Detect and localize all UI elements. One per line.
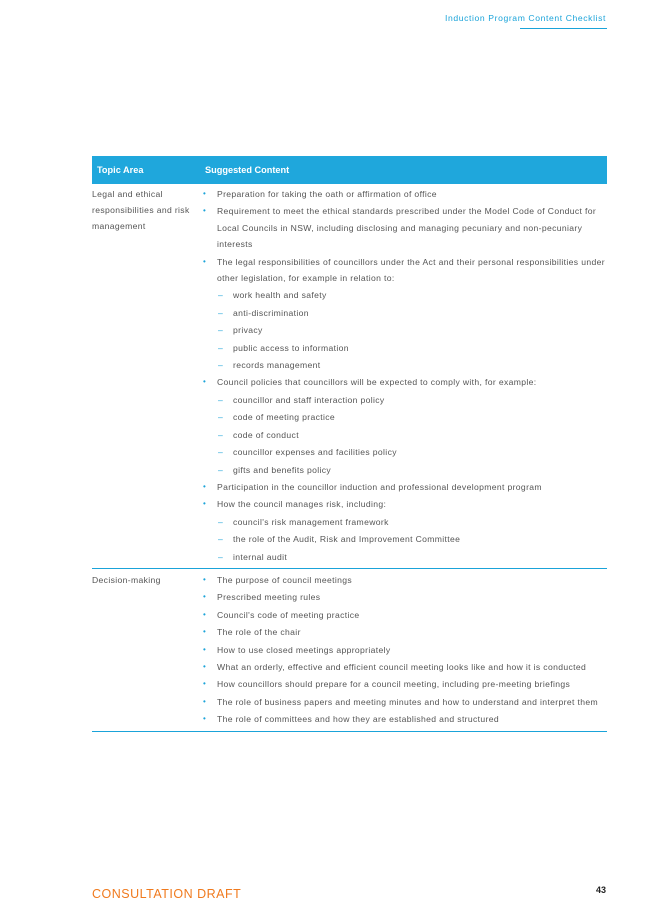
page-number: 43 — [595, 885, 606, 895]
dash-icon: – — [218, 464, 224, 475]
list-item — [202, 676, 607, 692]
dash-icon: – — [218, 412, 224, 423]
sub-list-item — [202, 444, 607, 460]
sub-list-item-text: privacy — [233, 325, 263, 336]
sub-list-item-text: the role of the Audit, Risk and Improvement Committee — [233, 534, 461, 545]
list-item — [202, 589, 607, 605]
sub-list-item-text: council's risk management framework — [233, 516, 389, 527]
bullet-icon: • — [203, 481, 207, 491]
sub-list-item — [202, 357, 607, 373]
dash-icon: – — [218, 447, 224, 458]
dash-icon: – — [218, 290, 224, 301]
sub-list-item-text: councillor expenses and facilities policy — [233, 447, 397, 458]
dash-icon: – — [218, 534, 224, 545]
list-item-text: How the council manages risk, including: — [217, 499, 387, 510]
list-item-text: Council's code of meeting practice — [217, 609, 360, 620]
list-item — [202, 659, 607, 675]
dash-icon: – — [218, 325, 224, 336]
list-item — [202, 624, 607, 640]
sub-list-item — [202, 549, 607, 565]
sub-list-item-text: anti-discrimination — [233, 307, 309, 318]
sub-list-item — [202, 287, 607, 303]
topic-area-cell: Decision-making — [92, 574, 161, 585]
sub-list-item — [202, 409, 607, 425]
bullet-icon: • — [203, 256, 207, 266]
dash-icon: – — [218, 360, 224, 371]
list-item — [202, 186, 607, 202]
list-item-text: Participation in the councillor induction and professional development program — [217, 481, 542, 492]
sub-list-item-text: internal audit — [233, 551, 288, 562]
column-header-content: Suggested Content — [205, 165, 290, 175]
checklist-table — [92, 156, 607, 732]
dash-icon: – — [218, 394, 224, 405]
bullet-icon: • — [203, 661, 207, 671]
dash-icon: – — [218, 342, 224, 353]
list-item — [202, 479, 607, 495]
list-item — [202, 694, 607, 710]
dash-icon: – — [218, 551, 224, 562]
list-item-text: The role of business papers and meeting minutes and how to understand and interpret them — [217, 696, 598, 707]
header-rule — [520, 28, 607, 29]
bullet-icon: • — [203, 499, 207, 509]
sub-list-item — [202, 514, 607, 530]
table-header — [92, 156, 607, 184]
dash-icon: – — [218, 307, 224, 318]
list-item — [202, 642, 607, 658]
bullet-icon: • — [203, 609, 207, 619]
list-item-text: Preparation for taking the oath or affirmation of office — [217, 189, 437, 199]
sub-list-item — [202, 462, 607, 478]
dash-icon: – — [218, 429, 224, 440]
sub-list-item — [202, 427, 607, 443]
sub-list-item-text: public access to information — [233, 342, 349, 353]
list-item — [202, 203, 607, 252]
list-item-text: Requirement to meet the ethical standards prescribed under the Model Code of Conduct for Local Councils in NSW, including disclosing and managing pecuniary and non-pecuniary interests — [217, 206, 597, 250]
bullet-icon: • — [203, 574, 207, 584]
list-item — [202, 572, 607, 588]
bullet-icon: • — [203, 377, 207, 387]
sub-list-item-text: gifts and benefits policy — [233, 464, 332, 475]
list-item — [202, 374, 607, 390]
list-item-text: How councillors should prepare for a council meeting, including pre-meeting briefings — [217, 679, 571, 690]
bullet-icon: • — [203, 189, 207, 198]
list-item-text: The role of committees and how they are established and structured — [217, 714, 500, 725]
sub-list-item — [202, 305, 607, 321]
table-row — [92, 569, 607, 732]
sub-list-item — [202, 392, 607, 408]
bullet-icon: • — [203, 644, 207, 654]
list-item — [202, 607, 607, 623]
dash-icon: – — [218, 516, 224, 527]
bullet-icon: • — [203, 696, 207, 706]
list-item — [202, 254, 607, 287]
sub-list-item-text: work health and safety — [233, 290, 327, 301]
sub-list-item-text: councillor and staff interaction policy — [233, 394, 385, 405]
table-body — [92, 184, 607, 732]
suggested-content-cell — [202, 572, 607, 728]
sub-list-item — [202, 531, 607, 547]
sub-list-item-text: records management — [233, 360, 321, 371]
sub-list-item-text: code of conduct — [233, 429, 299, 440]
bullet-icon: • — [203, 627, 207, 637]
topic-area-cell: Legal and ethical responsibilities and risk management — [92, 189, 190, 231]
list-item — [202, 711, 607, 727]
list-item-text: Prescribed meeting rules — [217, 592, 321, 603]
bullet-icon: • — [203, 206, 207, 216]
list-item-text: What an orderly, effective and efficient council meeting looks like and how it is conducted — [217, 661, 587, 672]
bullet-icon: • — [203, 714, 207, 724]
table-row — [92, 184, 607, 569]
consultation-draft-label: CONSULTATION DRAFT — [92, 887, 242, 901]
suggested-content-cell — [202, 186, 607, 565]
bullet-icon: • — [203, 679, 207, 689]
list-item-text: How to use closed meetings appropriately — [217, 644, 391, 655]
running-header-title: Induction Program Content Checklist — [445, 13, 606, 23]
list-item-text: Council policies that councillors will be expected to comply with, for example: — [217, 377, 537, 388]
list-item — [202, 496, 607, 512]
sub-list-item — [202, 340, 607, 356]
list-item-text: The purpose of council meetings — [217, 574, 353, 585]
list-item-text: The role of the chair — [217, 627, 301, 638]
column-header-topic: Topic Area — [97, 165, 144, 175]
sub-list-item-text: code of meeting practice — [233, 412, 336, 423]
list-item-text: The legal responsibilities of councillors under the Act and their personal responsibilities under other legislation, for example in relation to: — [217, 256, 605, 284]
sub-list-item — [202, 322, 607, 338]
bullet-icon: • — [203, 592, 207, 602]
